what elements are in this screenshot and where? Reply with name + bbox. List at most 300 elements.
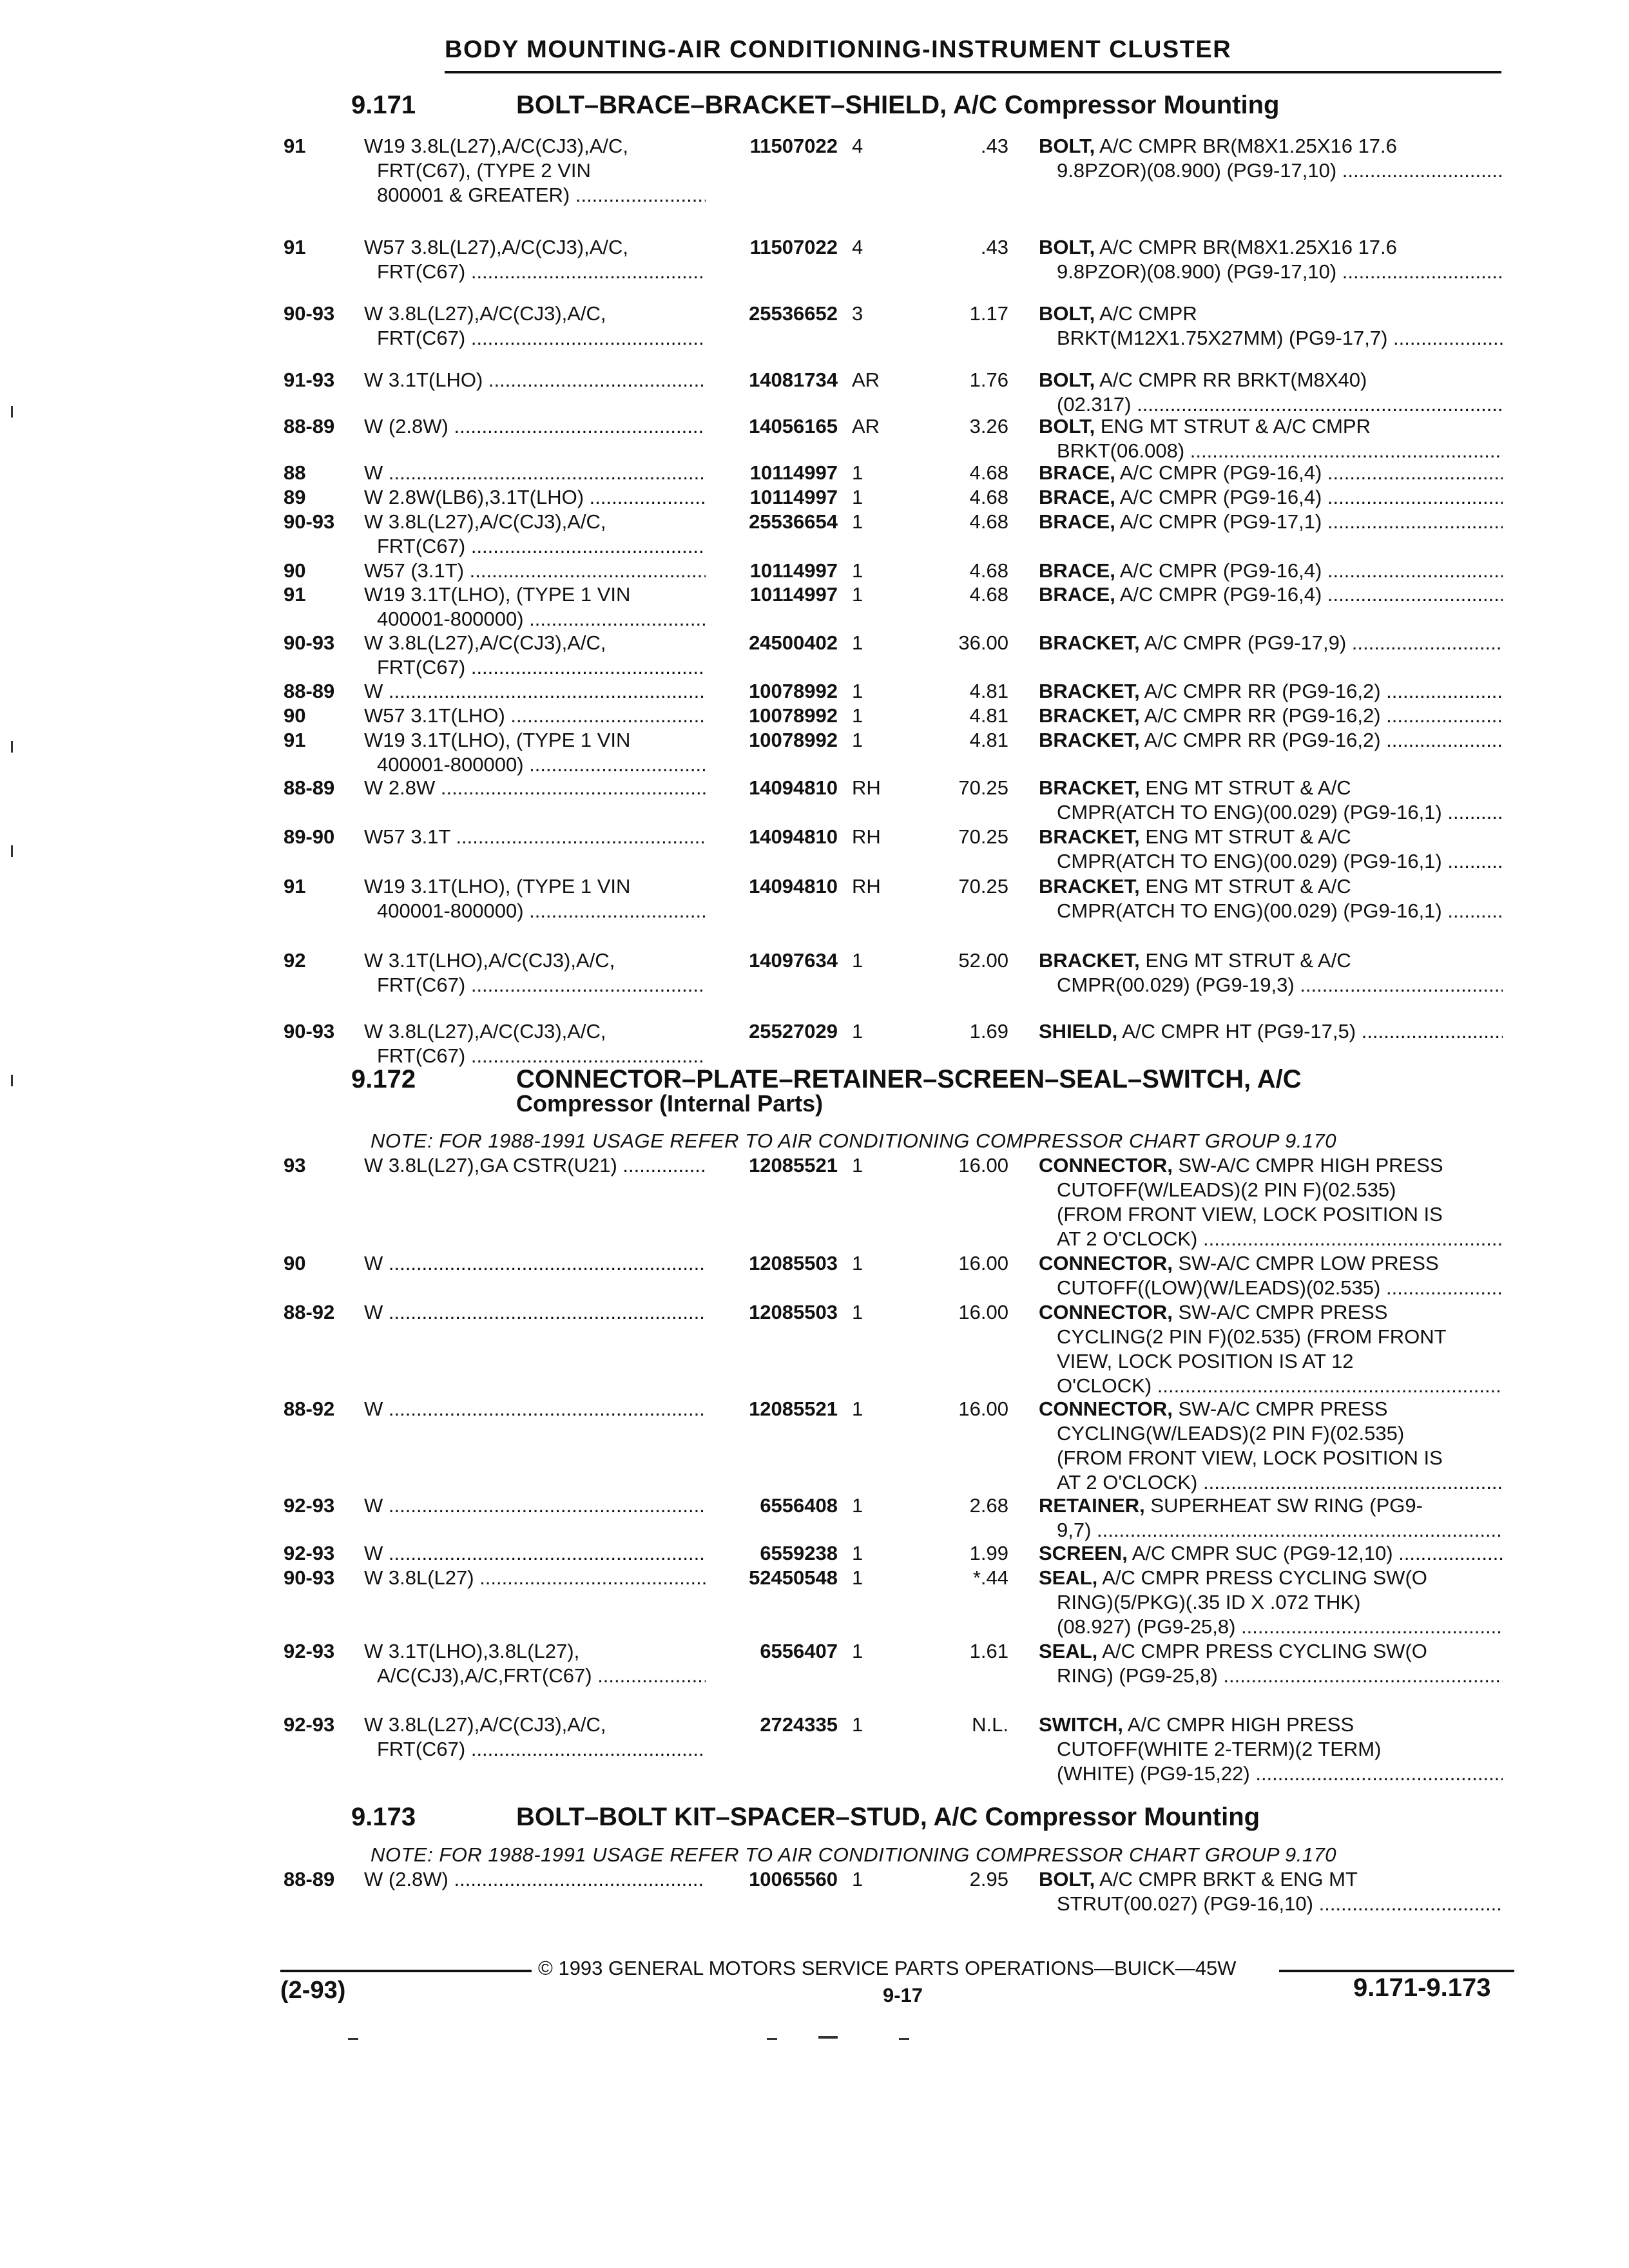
description-line bbox=[1039, 134, 1503, 159]
description bbox=[1039, 1541, 1503, 1566]
description-line: 9,7) ..... bbox=[1039, 1518, 1503, 1542]
quantity: RH bbox=[852, 825, 881, 848]
part-number: 10114997 bbox=[749, 486, 838, 508]
description-line: (FROM FRONT VIEW, LOCK POSITION IS bbox=[1057, 1446, 1443, 1469]
part-name: BOLT, bbox=[1039, 302, 1095, 325]
part-number: 12085521 bbox=[749, 1154, 838, 1177]
section-note: NOTE: FOR 1988-1991 USAGE REFER TO AIR CONDITIONING COMPRESSOR CHART GROUP 9.170 bbox=[371, 1129, 1337, 1152]
part-name: RETAINER, bbox=[1039, 1494, 1145, 1517]
description-text: ENG MT STRUT & A/C bbox=[1145, 825, 1351, 848]
description-line: STRUT(00.027) (PG9-16,10) ..... bbox=[1039, 1892, 1503, 1916]
applicability bbox=[364, 948, 706, 997]
description-line bbox=[1039, 1300, 1503, 1325]
description-line: CUTOFF((LOW)(W/LEADS)(02.535) ..... bbox=[1039, 1276, 1503, 1300]
quantity: 1 bbox=[852, 1713, 863, 1736]
applicability-line: FRT(C67) ..... bbox=[364, 534, 706, 559]
description-text: A/C CMPR (PG9-16,4) bbox=[1119, 559, 1322, 582]
description-line: CMPR(ATCH TO ENG)(00.029) (PG9-16,1) ..... bbox=[1039, 849, 1503, 874]
applicability bbox=[364, 582, 706, 631]
part-number: 10114997 bbox=[749, 583, 838, 606]
applicability-line: W 2.8W ..... bbox=[364, 776, 706, 800]
part-name: BRACKET, bbox=[1039, 631, 1140, 654]
description bbox=[1039, 631, 1503, 655]
footer-rule-right bbox=[1279, 1970, 1514, 1972]
description-line bbox=[1039, 235, 1503, 260]
description bbox=[1039, 485, 1503, 510]
price: 1.61 bbox=[969, 1640, 1008, 1662]
part-number: 14094810 bbox=[749, 825, 838, 848]
price: 70.25 bbox=[958, 875, 1008, 898]
applicability bbox=[364, 1713, 706, 1762]
description-line bbox=[1039, 1713, 1503, 1737]
section-number: 9.173 bbox=[351, 1803, 416, 1831]
quantity: 1 bbox=[852, 704, 863, 727]
price: 4.68 bbox=[969, 461, 1008, 484]
description-text: SW-A/C CMPR PRESS bbox=[1178, 1301, 1388, 1323]
applicability-line: FRT(C67), (TYPE 2 VIN bbox=[377, 159, 591, 182]
applicability-line: W19 3.1T(LHO), (TYPE 1 VIN bbox=[364, 875, 631, 898]
applicability-line: W 3.8L(L27),A/C(CJ3),A/C, bbox=[364, 510, 606, 533]
part-name: BRACKET, bbox=[1039, 729, 1140, 751]
part-name: BRACKET, bbox=[1039, 825, 1140, 848]
description-text: A/C CMPR (PG9-17,1) bbox=[1119, 510, 1322, 533]
description-line bbox=[1039, 1541, 1503, 1566]
part-name: CONNECTOR, bbox=[1039, 1154, 1173, 1177]
model-year: 88 bbox=[284, 461, 306, 484]
model-year: 88-89 bbox=[284, 776, 335, 799]
price: 16.00 bbox=[958, 1398, 1008, 1420]
description-line bbox=[1039, 704, 1503, 728]
price: 70.25 bbox=[958, 776, 1008, 799]
quantity: 1 bbox=[852, 1542, 863, 1564]
model-year: 88-92 bbox=[284, 1301, 335, 1323]
description-text: SW-A/C CMPR PRESS bbox=[1178, 1398, 1388, 1420]
description bbox=[1039, 302, 1503, 351]
quantity: RH bbox=[852, 875, 881, 898]
model-year: 90-93 bbox=[284, 302, 335, 325]
description-line bbox=[1039, 1494, 1503, 1518]
applicability-line: W 3.8L(L27),A/C(CJ3),A/C, bbox=[364, 1713, 606, 1736]
price: 36.00 bbox=[958, 631, 1008, 654]
part-number: 10114997 bbox=[749, 461, 838, 484]
part-number: 10078992 bbox=[749, 729, 838, 751]
part-number: 14094810 bbox=[749, 875, 838, 898]
description bbox=[1039, 874, 1503, 923]
quantity: 1 bbox=[852, 1868, 863, 1890]
applicability bbox=[364, 1019, 706, 1068]
applicability-line: FRT(C67) ..... bbox=[364, 1044, 706, 1068]
applicability-line: FRT(C67) ..... bbox=[364, 973, 706, 997]
description-line: CMPR(ATCH TO ENG)(00.029) (PG9-16,1) ..... bbox=[1039, 899, 1503, 923]
part-name: SWITCH, bbox=[1039, 1713, 1123, 1736]
section-title: CONNECTOR–PLATE–RETAINER–SCREEN–SEAL–SWITCH, A/C bbox=[516, 1065, 1302, 1093]
applicability-line: 800001 & GREATER) ..... bbox=[364, 183, 706, 207]
model-year: 90-93 bbox=[284, 510, 335, 533]
description-text: SW-A/C CMPR LOW PRESS bbox=[1178, 1252, 1439, 1274]
description bbox=[1039, 1494, 1503, 1542]
description-line bbox=[1039, 510, 1503, 534]
part-number: 12085521 bbox=[749, 1398, 838, 1420]
footer-page-number: 9-17 bbox=[883, 1984, 923, 2006]
applicability bbox=[364, 631, 706, 680]
price: 1.17 bbox=[969, 302, 1008, 325]
description bbox=[1039, 368, 1503, 417]
applicability bbox=[364, 302, 706, 351]
part-name: CONNECTOR, bbox=[1039, 1398, 1173, 1420]
part-name: BRACE, bbox=[1039, 510, 1115, 533]
applicability-line: W 3.8L(L27),A/C(CJ3),A/C, bbox=[364, 631, 606, 654]
description-text: A/C CMPR SUC (PG9-12,10) bbox=[1132, 1542, 1393, 1564]
applicability bbox=[364, 1867, 706, 1892]
applicability bbox=[364, 461, 706, 485]
description-text: A/C CMPR (PG9-17,9) bbox=[1144, 631, 1347, 654]
description-line: AT 2 O'CLOCK) ..... bbox=[1039, 1227, 1503, 1251]
applicability bbox=[364, 414, 706, 439]
price: 4.81 bbox=[969, 704, 1008, 727]
price: 16.00 bbox=[958, 1154, 1008, 1177]
description-text: A/C CMPR HIGH PRESS bbox=[1127, 1713, 1354, 1736]
price: 52.00 bbox=[958, 949, 1008, 972]
description-text: A/C CMPR BRKT & ENG MT bbox=[1099, 1868, 1358, 1890]
part-name: BRACKET, bbox=[1039, 949, 1140, 972]
part-number: 6559238 bbox=[760, 1542, 838, 1564]
quantity: 1 bbox=[852, 680, 863, 702]
description-text: A/C CMPR bbox=[1099, 302, 1197, 325]
part-number: 10065560 bbox=[749, 1868, 838, 1890]
quantity: 1 bbox=[852, 486, 863, 508]
applicability bbox=[364, 776, 706, 800]
description-line: BRKT(M12X1.75X27MM) (PG9-17,7) ..... bbox=[1039, 326, 1503, 351]
applicability bbox=[364, 368, 706, 392]
model-year: 91 bbox=[284, 583, 306, 606]
part-number: 6556407 bbox=[760, 1640, 838, 1662]
model-year: 90 bbox=[284, 559, 306, 582]
price: 4.81 bbox=[969, 729, 1008, 751]
description-text: A/C CMPR (PG9-16,4) bbox=[1119, 461, 1322, 484]
applicability bbox=[364, 704, 706, 728]
applicability-line: 400001-800000) ..... bbox=[364, 899, 706, 923]
model-year: 90 bbox=[284, 1252, 306, 1274]
description bbox=[1039, 582, 1503, 607]
description-line bbox=[1039, 874, 1503, 899]
applicability-line: W ..... bbox=[364, 1251, 706, 1276]
applicability bbox=[364, 235, 706, 284]
price: 70.25 bbox=[958, 825, 1008, 848]
description-text: A/C CMPR RR (PG9-16,2) bbox=[1144, 729, 1381, 751]
section-subtitle: Compressor (Internal Parts) bbox=[516, 1090, 824, 1117]
title-rule bbox=[445, 71, 1501, 73]
scan-mark bbox=[899, 2038, 909, 2040]
part-number: 2724335 bbox=[760, 1713, 838, 1736]
quantity: 4 bbox=[852, 135, 863, 157]
description-line bbox=[1039, 414, 1503, 439]
part-number: 52450548 bbox=[749, 1566, 838, 1589]
quantity: 1 bbox=[852, 729, 863, 751]
scan-mark bbox=[11, 741, 13, 753]
description bbox=[1039, 1397, 1503, 1495]
applicability bbox=[364, 874, 706, 923]
quantity: 1 bbox=[852, 510, 863, 533]
price: 4.81 bbox=[969, 680, 1008, 702]
footer-copyright: © 1993 GENERAL MOTORS SERVICE PARTS OPERATIONS—BUICK—45W bbox=[538, 1957, 1237, 1979]
scan-mark bbox=[11, 1075, 13, 1086]
applicability-line: FRT(C67) ..... bbox=[364, 1737, 706, 1762]
description-line bbox=[1039, 1566, 1503, 1590]
part-name: BOLT, bbox=[1039, 415, 1095, 437]
price: 2.68 bbox=[969, 1494, 1008, 1517]
part-number: 14056165 bbox=[749, 415, 838, 437]
applicability bbox=[364, 1639, 706, 1688]
quantity: 1 bbox=[852, 1252, 863, 1274]
description-text: SUPERHEAT SW RING (PG9- bbox=[1150, 1494, 1423, 1517]
applicability-line: W 3.8L(L27),A/C(CJ3),A/C, bbox=[364, 1020, 606, 1043]
applicability bbox=[364, 559, 706, 583]
scan-mark bbox=[767, 2038, 777, 2040]
description-line: CYCLING(2 PIN F)(02.535) (FROM FRONT bbox=[1057, 1325, 1447, 1348]
part-name: BOLT, bbox=[1039, 369, 1095, 391]
description-line bbox=[1039, 728, 1503, 753]
part-name: CONNECTOR, bbox=[1039, 1252, 1173, 1274]
price: 1.69 bbox=[969, 1020, 1008, 1043]
applicability bbox=[364, 1494, 706, 1518]
price: *.44 bbox=[972, 1566, 1008, 1589]
part-name: BRACE, bbox=[1039, 559, 1115, 582]
section-title: BOLT–BOLT KIT–SPACER–STUD, A/C Compressor Mounting bbox=[516, 1803, 1260, 1831]
description bbox=[1039, 510, 1503, 534]
part-name: BOLT, bbox=[1039, 236, 1095, 258]
applicability-line: W57 3.1T ..... bbox=[364, 825, 706, 849]
description-text: SW-A/C CMPR HIGH PRESS bbox=[1178, 1154, 1443, 1177]
section-note: NOTE: FOR 1988-1991 USAGE REFER TO AIR CONDITIONING COMPRESSOR CHART GROUP 9.170 bbox=[371, 1843, 1337, 1866]
quantity: 3 bbox=[852, 302, 863, 325]
quantity: 1 bbox=[852, 1640, 863, 1662]
model-year: 88-92 bbox=[284, 1398, 335, 1420]
description-text: ENG MT STRUT & A/C bbox=[1145, 949, 1351, 972]
price: 3.26 bbox=[969, 415, 1008, 437]
model-year: 92 bbox=[284, 949, 306, 972]
description-line: (08.927) (PG9-25,8) ..... bbox=[1039, 1615, 1503, 1639]
applicability-line: W 3.1T(LHO) ..... bbox=[364, 368, 706, 392]
description-line bbox=[1039, 776, 1503, 800]
applicability-line: W 2.8W(LB6),3.1T(LHO) ..... bbox=[364, 485, 706, 510]
description bbox=[1039, 1153, 1503, 1251]
description-text: A/C CMPR (PG9-16,4) bbox=[1119, 583, 1322, 606]
section-title: BOLT–BRACE–BRACKET–SHIELD, A/C Compressor Mounting bbox=[516, 91, 1280, 119]
scan-mark bbox=[348, 2038, 358, 2040]
quantity: 4 bbox=[852, 236, 863, 258]
applicability-line: W ..... bbox=[364, 1494, 706, 1518]
price: 4.68 bbox=[969, 510, 1008, 533]
model-year: 88-89 bbox=[284, 680, 335, 702]
price: 16.00 bbox=[958, 1252, 1008, 1274]
description bbox=[1039, 414, 1503, 463]
description-line bbox=[1039, 1639, 1503, 1664]
quantity: 1 bbox=[852, 1020, 863, 1043]
description-text: A/C CMPR BR(M8X1.25X16 17.6 bbox=[1099, 236, 1397, 258]
description-line: (WHITE) (PG9-15,22) ..... bbox=[1039, 1762, 1503, 1786]
price: .43 bbox=[980, 135, 1008, 157]
price: 1.76 bbox=[969, 369, 1008, 391]
part-name: CONNECTOR, bbox=[1039, 1301, 1173, 1323]
applicability-line: 400001-800000) ..... bbox=[364, 753, 706, 777]
part-name: BRACKET, bbox=[1039, 875, 1140, 898]
applicability-line: W ..... bbox=[364, 461, 706, 485]
quantity: AR bbox=[852, 415, 880, 437]
model-year: 91-93 bbox=[284, 369, 335, 391]
model-year: 88-89 bbox=[284, 1868, 335, 1890]
description-line: 9.8PZOR)(08.900) (PG9-17,10) ..... bbox=[1039, 260, 1503, 284]
quantity: 1 bbox=[852, 1301, 863, 1323]
description-line bbox=[1039, 1019, 1503, 1044]
part-name: BRACKET, bbox=[1039, 704, 1140, 727]
description-line bbox=[1039, 582, 1503, 607]
applicability-line: W ..... bbox=[364, 679, 706, 704]
description bbox=[1039, 1300, 1503, 1398]
price: 1.99 bbox=[969, 1542, 1008, 1564]
description-line: CYCLING(W/LEADS)(2 PIN F)(02.535) bbox=[1057, 1422, 1405, 1445]
description-line: VIEW, LOCK POSITION IS AT 12 bbox=[1057, 1350, 1354, 1372]
part-name: BRACE, bbox=[1039, 583, 1115, 606]
applicability-line: W 3.1T(LHO),A/C(CJ3),A/C, bbox=[364, 949, 615, 972]
scan-mark bbox=[11, 845, 13, 857]
applicability bbox=[364, 1541, 706, 1566]
part-name: BRACKET, bbox=[1039, 680, 1140, 702]
applicability-line: W 3.8L(L27),A/C(CJ3),A/C, bbox=[364, 302, 606, 325]
model-year: 92-93 bbox=[284, 1640, 335, 1662]
scan-mark bbox=[818, 2036, 838, 2039]
model-year: 89-90 bbox=[284, 825, 335, 848]
section-number: 9.172 bbox=[351, 1065, 416, 1093]
part-number: 14094810 bbox=[749, 776, 838, 799]
part-number: 24500402 bbox=[749, 631, 838, 654]
price: 4.68 bbox=[969, 486, 1008, 508]
part-name: BRACKET, bbox=[1039, 776, 1140, 799]
applicability bbox=[364, 134, 706, 207]
applicability-line: W (2.8W) ..... bbox=[364, 1867, 706, 1892]
part-name: BOLT, bbox=[1039, 1868, 1095, 1890]
part-number: 12085503 bbox=[749, 1252, 838, 1274]
price: 4.68 bbox=[969, 559, 1008, 582]
applicability-line: 400001-800000) ..... bbox=[364, 607, 706, 631]
part-name: SEAL, bbox=[1039, 1640, 1098, 1662]
description-text: A/C CMPR (PG9-16,4) bbox=[1119, 486, 1322, 508]
description bbox=[1039, 235, 1503, 284]
quantity: 1 bbox=[852, 583, 863, 606]
description-text: A/C CMPR RR BRKT(M8X40) bbox=[1099, 369, 1367, 391]
applicability-line: W57 3.1T(LHO) ..... bbox=[364, 704, 706, 728]
description-line: CUTOFF(WHITE 2-TERM)(2 TERM) bbox=[1057, 1738, 1382, 1760]
applicability-line: FRT(C67) ..... bbox=[364, 655, 706, 680]
description-text: A/C CMPR PRESS CYCLING SW(O bbox=[1102, 1640, 1427, 1662]
description-text: A/C CMPR HT (PG9-17,5) bbox=[1122, 1020, 1356, 1043]
applicability bbox=[364, 510, 706, 559]
quantity: 1 bbox=[852, 461, 863, 484]
applicability bbox=[364, 1566, 706, 1590]
description-line bbox=[1039, 1397, 1503, 1421]
description-text: ENG MT STRUT & A/C CMPR bbox=[1100, 415, 1371, 437]
footer-date-code: (2-93) bbox=[280, 1977, 346, 2004]
description bbox=[1039, 134, 1503, 183]
description-line: BRKT(06.008) ..... bbox=[1039, 439, 1503, 463]
applicability-line: FRT(C67) ..... bbox=[364, 326, 706, 351]
part-number: 14097634 bbox=[749, 949, 838, 972]
applicability-line: W 3.8L(L27),GA CSTR(U21) ..... bbox=[364, 1153, 706, 1178]
description-line: CMPR(00.029) (PG9-19,3) ..... bbox=[1039, 973, 1503, 997]
description-line bbox=[1039, 1867, 1503, 1892]
description-text: A/C CMPR RR (PG9-16,2) bbox=[1144, 704, 1381, 727]
model-year: 89 bbox=[284, 486, 306, 508]
quantity: 1 bbox=[852, 1494, 863, 1517]
part-number: 14081734 bbox=[749, 369, 838, 391]
description bbox=[1039, 948, 1503, 997]
quantity: 1 bbox=[852, 559, 863, 582]
description bbox=[1039, 679, 1503, 704]
applicability-line: W57 (3.1T) ..... bbox=[364, 559, 706, 583]
applicability bbox=[364, 1153, 706, 1178]
part-number: 10078992 bbox=[749, 704, 838, 727]
price: 16.00 bbox=[958, 1301, 1008, 1323]
model-year: 92-93 bbox=[284, 1542, 335, 1564]
part-number: 10114997 bbox=[749, 559, 838, 582]
part-number: 10078992 bbox=[749, 680, 838, 702]
description-text: A/C CMPR BR(M8X1.25X16 17.6 bbox=[1099, 135, 1397, 157]
footer-rule-left bbox=[280, 1970, 532, 1972]
applicability bbox=[364, 728, 706, 777]
applicability-line: W19 3.1T(LHO), (TYPE 1 VIN bbox=[364, 583, 631, 606]
applicability-line: FRT(C67) ..... bbox=[364, 260, 706, 284]
part-name: BRACE, bbox=[1039, 461, 1115, 484]
price: N.L. bbox=[972, 1713, 1008, 1736]
applicability bbox=[364, 1251, 706, 1276]
quantity: 1 bbox=[852, 1154, 863, 1177]
description-line: (FROM FRONT VIEW, LOCK POSITION IS bbox=[1057, 1203, 1443, 1225]
quantity: 1 bbox=[852, 949, 863, 972]
description-text: A/C CMPR PRESS CYCLING SW(O bbox=[1102, 1566, 1427, 1589]
applicability bbox=[364, 1300, 706, 1325]
description-line bbox=[1039, 461, 1503, 485]
description-line bbox=[1039, 1251, 1503, 1276]
model-year: 90-93 bbox=[284, 1020, 335, 1043]
part-name: BOLT, bbox=[1039, 135, 1095, 157]
description-line bbox=[1039, 631, 1503, 655]
description bbox=[1039, 1713, 1503, 1786]
description-line bbox=[1039, 368, 1503, 392]
model-year: 91 bbox=[284, 729, 306, 751]
model-year: 91 bbox=[284, 236, 306, 258]
applicability-line: W (2.8W) ..... bbox=[364, 414, 706, 439]
applicability-line: W 3.8L(L27) ..... bbox=[364, 1566, 706, 1590]
description bbox=[1039, 559, 1503, 583]
quantity: 1 bbox=[852, 1398, 863, 1420]
quantity: 1 bbox=[852, 1566, 863, 1589]
part-number: 25536654 bbox=[749, 510, 838, 533]
description-line: CMPR(ATCH TO ENG)(00.029) (PG9-16,1) ..... bbox=[1039, 800, 1503, 825]
description-text: ENG MT STRUT & A/C bbox=[1145, 776, 1351, 799]
description-line: AT 2 O'CLOCK) ..... bbox=[1039, 1470, 1503, 1495]
description-line bbox=[1039, 485, 1503, 510]
part-name: SHIELD, bbox=[1039, 1020, 1118, 1043]
description-line bbox=[1039, 559, 1503, 583]
description bbox=[1039, 728, 1503, 753]
quantity: 1 bbox=[852, 631, 863, 654]
description bbox=[1039, 1251, 1503, 1300]
applicability-line: W ..... bbox=[364, 1397, 706, 1421]
applicability-line: W ..... bbox=[364, 1300, 706, 1325]
description-text: A/C CMPR RR (PG9-16,2) bbox=[1144, 680, 1381, 702]
description-line bbox=[1039, 679, 1503, 704]
part-number: 12085503 bbox=[749, 1301, 838, 1323]
part-number: 6556408 bbox=[760, 1494, 838, 1517]
